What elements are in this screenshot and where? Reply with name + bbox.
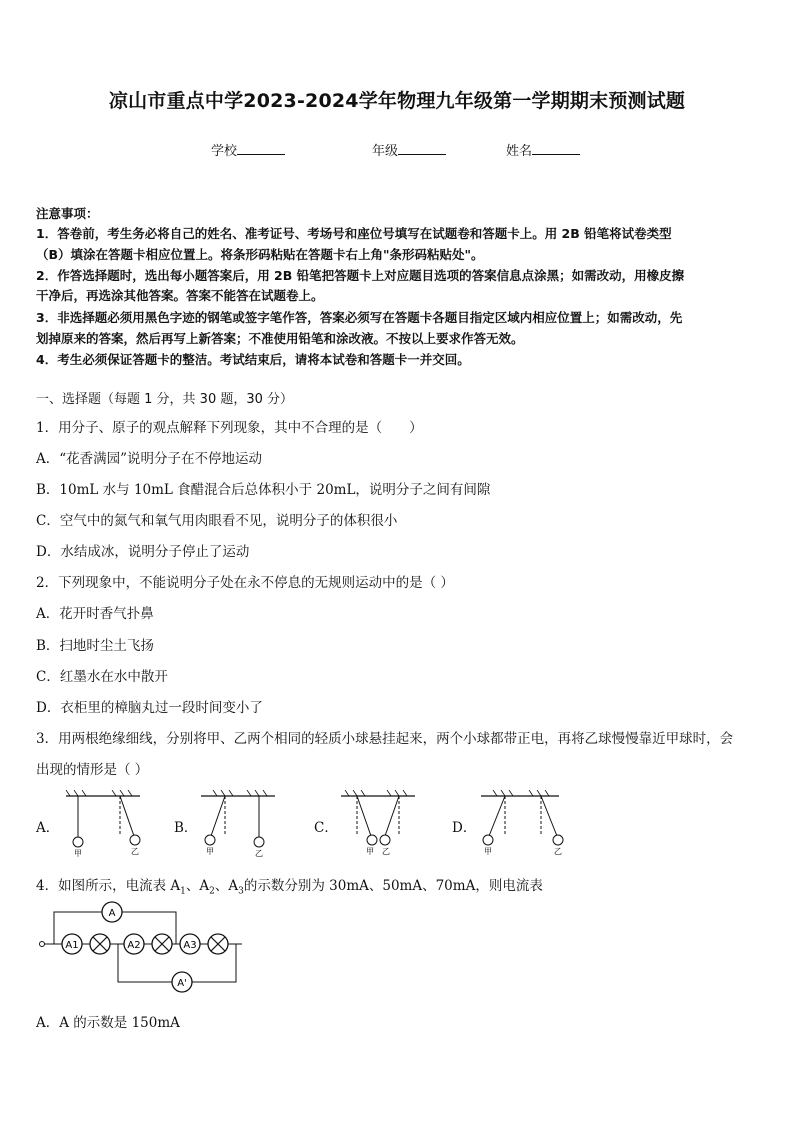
meter-a1-label: A1 — [65, 940, 79, 951]
option-a: A．花开时香气扑鼻 — [36, 606, 154, 622]
question-stem-cont: 出现的情形是（ ） — [36, 762, 149, 778]
notice-line: 干净后，再选涂其他答案。答案不能答在试题卷上。 — [36, 288, 324, 303]
school-label: 学校 — [211, 144, 238, 159]
ball-label-yi: 乙 — [255, 849, 263, 858]
option-a: A．“花香满园”说明分子在不停地运动 — [36, 451, 263, 467]
ball-label-jia: 甲 — [366, 847, 374, 856]
option-c: C．红墨水在水中散开 — [36, 669, 168, 685]
school-field — [211, 140, 285, 159]
option-a: A．A 的示数是 150mA — [36, 1015, 180, 1031]
name-field — [506, 140, 580, 159]
question-stem: 3．用两根绝缘细线，分别将甲、乙两个相同的轻质小球悬挂起来，两个小球都带正电，再将乙球慢慢靠近甲球时，会 — [36, 731, 734, 747]
option-b: B．扫地时尘土飞扬 — [36, 638, 154, 654]
page-title: 凉山市重点中学2023-2024学年物理九年级第一学期期末预测试题 — [108, 90, 686, 112]
option-d: D．水结成冰，说明分子停止了运动 — [36, 544, 250, 560]
notice-line: 1．答卷前，考生务必将自己的姓名、准考证号、考场号和座位号填写在试题卷和答题卡上。用 2B 铅笔将试卷类型 — [36, 226, 672, 241]
notice-line: 4．考生必须保证答题卡的整洁。考试结束后，请将本试卷和答题卡一并交回。 — [36, 352, 470, 367]
pendulum-figure-b — [195, 790, 295, 860]
question-stem: 2．下列现象中，不能说明分子处在永不停息的无规则运动中的是（ ） — [36, 575, 454, 591]
option-c: C．空气中的氮气和氧气用肉眼看不见，说明分子的体积很小 — [36, 513, 398, 529]
section-heading: 一、选择题（每题 1 分，共 30 题，30 分） — [36, 392, 294, 407]
ball-label-jia: 甲 — [206, 847, 214, 856]
notice-heading: 注意事项： — [36, 206, 99, 221]
meter-a2-label: A2 — [127, 940, 141, 951]
grade-field — [372, 140, 446, 159]
figure-option-b-label: B． — [174, 820, 198, 836]
school-blank — [237, 142, 285, 155]
ball-label-jia: 甲 — [484, 847, 492, 856]
grade-blank — [398, 142, 446, 155]
question-stem: 4．如图所示，电流表 $A_1$、$A_2$、$A_3$的示数分别为 30mA、50mA、70mA，则电流表 — [36, 878, 543, 897]
meter-a3-label: A3 — [183, 940, 197, 951]
ball-label-yi: 乙 — [131, 847, 139, 856]
figure-option-c-label: C． — [314, 820, 338, 836]
option-d: D．衣柜里的樟脑丸过一段时间变小了 — [36, 700, 263, 716]
pendulum-figure-d — [475, 790, 575, 860]
notice-line: 2．作答选择题时，选出每小题答案后，用 2B 铅笔把答题卡上对应题目选项的答案信息点涂黑；如需改动，用橡皮擦 — [36, 268, 685, 283]
option-b: B．10mL 水与 10mL 食醋混合后总体积小于 20mL，说明分子之间有间隙 — [36, 482, 491, 498]
pendulum-figure-a — [60, 790, 160, 860]
pendulum-figure-c — [335, 790, 435, 860]
circuit-diagram — [36, 900, 251, 1000]
ball-label-yi: 乙 — [554, 847, 562, 856]
notice-line: 3．非选择题必须用黑色字迹的钢笔或签字笔作答，答案必须写在答题卡各题目指定区域内相应位置上；如需改动，先 — [36, 310, 683, 325]
figure-option-d-label: D． — [452, 820, 477, 836]
name-label: 姓名 — [506, 144, 533, 159]
meter-a-label: A — [108, 908, 116, 919]
grade-label: 年级 — [372, 144, 399, 159]
figure-option-a-label: A． — [36, 820, 60, 836]
meter-a-prime-label: A' — [177, 978, 187, 989]
notice-line: （B）填涂在答题卡相应位置上。将条形码粘贴在答题卡右上角"条形码粘贴处"。 — [36, 247, 484, 262]
ball-label-jia: 甲 — [74, 849, 82, 858]
question-stem: 1．用分子、原子的观点解释下列现象，其中不合理的是（ ） — [36, 420, 423, 436]
name-blank — [532, 142, 580, 155]
ball-label-yi: 乙 — [382, 847, 390, 856]
notice-line: 划掉原来的答案，然后再写上新答案；不准使用铅笔和涂改液。不按以上要求作答无效。 — [36, 331, 524, 346]
